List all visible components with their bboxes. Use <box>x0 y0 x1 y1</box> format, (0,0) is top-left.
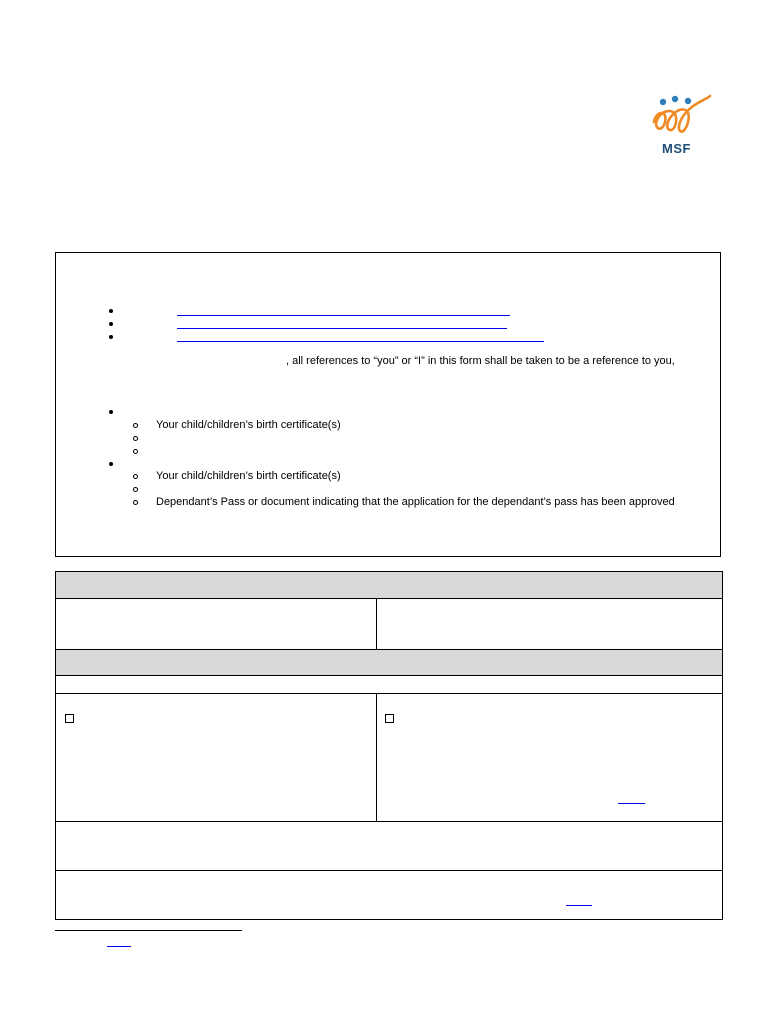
footnote-separator <box>55 930 242 931</box>
link-2[interactable] <box>177 328 507 329</box>
footnote-link-3[interactable] <box>107 946 131 947</box>
section-header-1 <box>56 572 722 598</box>
bullet-3 <box>109 335 113 339</box>
section-header-2 <box>56 650 722 675</box>
row-divider-5 <box>56 821 722 822</box>
msf-logo-text: MSF <box>662 141 691 156</box>
bullet-2 <box>109 322 113 326</box>
sub-bullet-a3 <box>133 449 138 454</box>
doc-item-b3: Dependant’s Pass or document indicating that the application for the dependant’s pass has been approved <box>156 496 675 508</box>
sub-bullet-b1 <box>133 474 138 479</box>
column-divider-1 <box>376 599 377 649</box>
row-divider-3 <box>56 675 722 676</box>
option-checkbox-left[interactable] <box>65 714 74 723</box>
sub-bullet-a2 <box>133 436 138 441</box>
sub-bullet-b3 <box>133 500 138 505</box>
link-1[interactable] <box>177 315 510 316</box>
bullet-group-b <box>109 462 113 466</box>
row-divider-4 <box>56 693 722 694</box>
column-divider-2 <box>376 694 377 822</box>
doc-item-a1: Your child/children’s birth certificate(s) <box>156 419 341 431</box>
application-form-table <box>55 571 723 920</box>
references-sentence: , all references to “you” or “I” in this form shall be taken to be a reference to you, <box>286 355 675 367</box>
row-divider-1 <box>56 598 722 599</box>
row-divider-6 <box>56 870 722 871</box>
bullet-1 <box>109 309 113 313</box>
doc-item-b1: Your child/children’s birth certificate(s) <box>156 470 341 482</box>
footnote-link-1[interactable] <box>618 803 645 804</box>
instructions-box <box>55 252 721 557</box>
bullet-group-a <box>109 410 113 414</box>
link-3[interactable] <box>177 341 544 342</box>
sub-bullet-a1 <box>133 423 138 428</box>
option-checkbox-right[interactable] <box>385 714 394 723</box>
sub-bullet-b2 <box>133 487 138 492</box>
footnote-link-2[interactable] <box>566 905 592 906</box>
